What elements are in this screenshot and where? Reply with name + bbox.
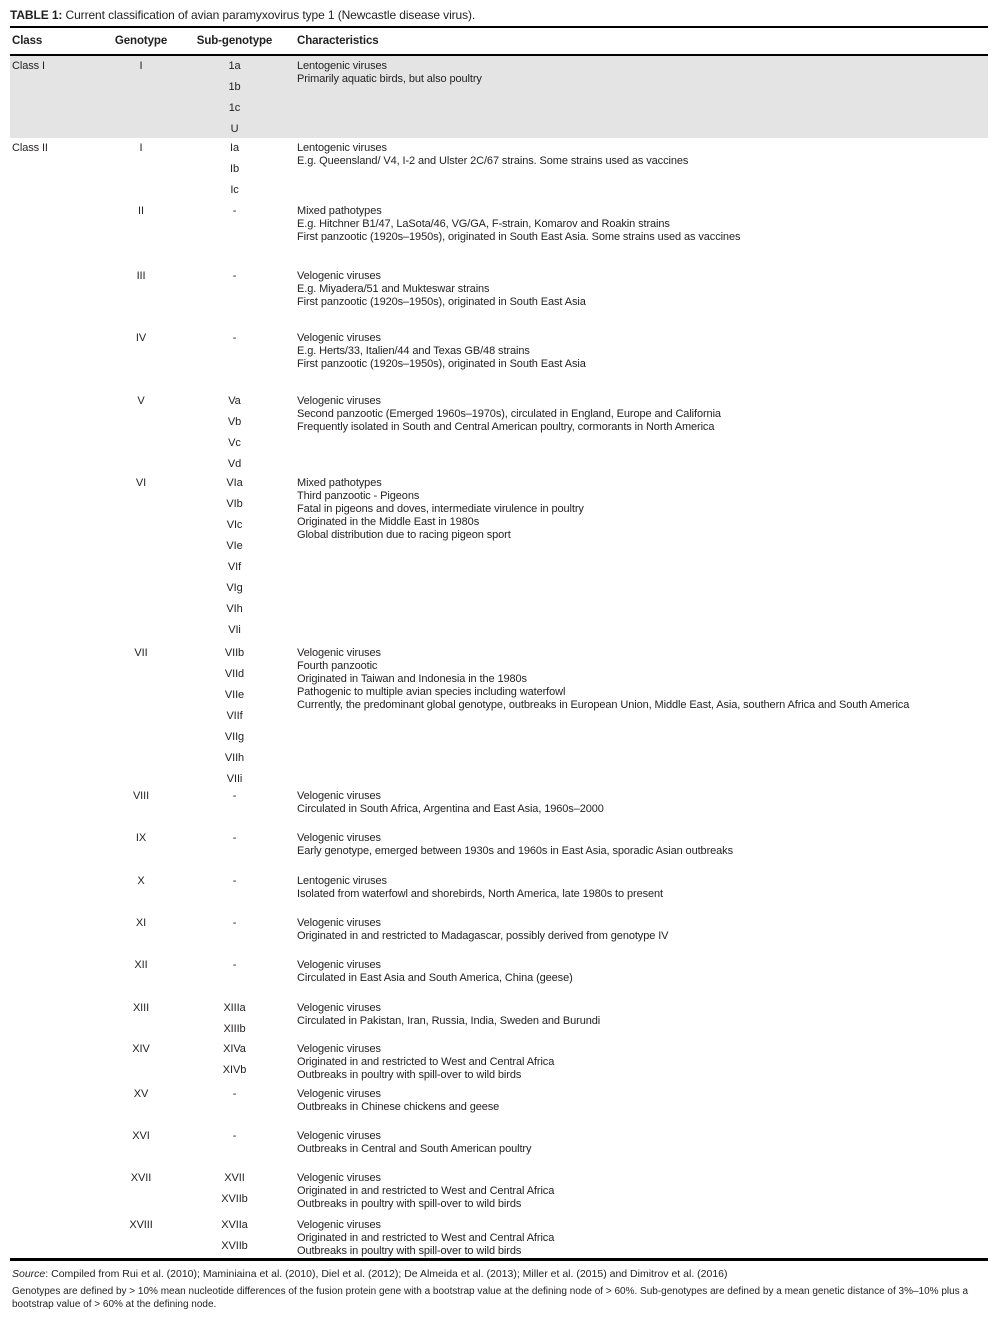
subgenotype-value: XVIIa (221, 1219, 248, 1231)
characteristic-line: Circulated in East Asia and South America, China (geese) (297, 972, 573, 984)
characteristic-line: Velogenic viruses (297, 332, 381, 344)
characteristics-cell (297, 142, 988, 201)
table-footer (10, 1261, 988, 1311)
subgenotype-value: - (232, 832, 237, 844)
characteristics-cell (297, 917, 988, 955)
column-header-subgenotype: Sub-genotype (196, 35, 273, 47)
subgenotype-value: Ia (230, 142, 239, 154)
characteristic-line: Primarily aquatic birds, but also poultry (297, 73, 482, 85)
characteristic-line: Isolated from waterfowl and shorebirds, North America, late 1980s to present (297, 888, 663, 900)
characteristic-line: Velogenic viruses (297, 959, 381, 971)
table-row (10, 1084, 988, 1126)
table-row (10, 391, 988, 473)
column-header-genotype: Genotype (114, 35, 168, 47)
class-cell (10, 1002, 110, 1039)
table-row (10, 201, 988, 266)
characteristics-cell (297, 60, 988, 138)
subgenotype-value: - (232, 917, 237, 929)
table-number-label: TABLE 1: (10, 8, 63, 22)
subgenotype-cell (172, 875, 297, 913)
characteristics-cell (297, 832, 988, 871)
characteristics-cell (297, 205, 988, 266)
subgenotype-value: XIIIa (223, 1002, 246, 1014)
characteristic-line: Velogenic viruses (297, 832, 381, 844)
subgenotype-cell (172, 142, 297, 201)
characteristic-line: Circulated in South Africa, Argentina and East Asia, 1960s–2000 (297, 803, 604, 815)
subgenotype-value: Vd (227, 458, 242, 470)
characteristics-cell (297, 790, 988, 828)
class-cell (10, 270, 110, 328)
subgenotype-value: Va (228, 395, 241, 407)
characteristic-line: Second panzootic (Emerged 1960s–1970s), circulated in England, Europe and California (297, 408, 721, 420)
characteristic-line: E.g. Miyadera/51 and Mukteswar strains (297, 283, 490, 295)
class-cell (10, 1043, 110, 1084)
subgenotype-value: VIh (226, 603, 243, 615)
characteristic-line: E.g. Queensland/ V4, I-2 and Ulster 2C/67 strains. Some strains used as vaccines (297, 155, 689, 167)
genotype-cell: II (138, 205, 144, 217)
characteristic-line: Fatal in pigeons and doves, intermediate virulence in poultry (297, 503, 584, 515)
subgenotype-value: - (232, 332, 237, 344)
table-row (10, 786, 988, 828)
subgenotype-value: - (232, 959, 237, 971)
source-label: Source (12, 1268, 46, 1280)
subgenotype-cell (172, 1002, 297, 1039)
characteristic-line: Global distribution due to racing pigeon sport (297, 529, 511, 541)
subgenotype-value: VIa (226, 477, 243, 489)
genotype-cell: XIII (132, 1002, 150, 1014)
subgenotype-value: XIVa (223, 1043, 246, 1055)
subgenotype-cell (172, 205, 297, 266)
subgenotype-cell (172, 477, 297, 643)
subgenotype-cell (172, 647, 297, 786)
characteristic-line: Velogenic viruses (297, 1043, 381, 1055)
table-row (10, 1039, 988, 1084)
table-row (10, 328, 988, 391)
genotype-cell: XVI (132, 1130, 150, 1142)
subgenotype-value: VIb (226, 498, 243, 510)
subgenotype-cell (172, 790, 297, 828)
characteristic-line: Lentogenic viruses (297, 60, 387, 72)
subgenotype-value: VIIh (224, 752, 245, 764)
characteristics-cell (297, 875, 988, 913)
characteristic-line: Outbreaks in Chinese chickens and geese (297, 1101, 500, 1113)
characteristics-cell (297, 1172, 988, 1215)
characteristic-line: First panzootic (1920s–1950s), originated in South East Asia. Some strains used as vaccines (297, 231, 741, 243)
table-body (10, 56, 988, 1258)
characteristic-line: Frequently isolated in South and Central American poultry, cormorants in North America (297, 421, 715, 433)
characteristic-line: Velogenic viruses (297, 1002, 381, 1014)
genotype-cell: XI (135, 917, 147, 929)
characteristics-cell (297, 1002, 988, 1039)
class-cell (10, 332, 110, 391)
table-row (10, 1126, 988, 1168)
definition-note: Genotypes are defined by > 10% mean nucleotide differences of the fusion protein gene with a bootstrap value at the defining node of > 60%. Sub-genotypes are defined by a mean genetic distance of 3%–10% plus a bootstrap value of > 60% at the defining node. (12, 1286, 969, 1310)
subgenotype-cell (172, 270, 297, 328)
characteristics-cell (297, 1219, 988, 1258)
subgenotype-cell (172, 1172, 297, 1215)
subgenotype-cell (172, 959, 297, 998)
subgenotype-value: VIg (226, 582, 243, 594)
characteristic-line: Velogenic viruses (297, 647, 381, 659)
characteristics-cell (297, 395, 988, 473)
characteristic-line: Pathogenic to multiple avian species including waterfowl (297, 686, 566, 698)
subgenotype-value: - (232, 875, 237, 887)
subgenotype-value: VIId (224, 668, 245, 680)
table-row (10, 138, 988, 201)
table-row (10, 473, 988, 643)
characteristic-line: Velogenic viruses (297, 1130, 381, 1142)
subgenotype-value: Ib (230, 163, 239, 175)
characteristics-cell (297, 959, 988, 998)
characteristic-line: Third panzootic - Pigeons (297, 490, 420, 502)
genotype-cell: X (137, 875, 145, 887)
subgenotype-value: VIi (228, 624, 241, 636)
characteristic-line: Originated in and restricted to West and Central Africa (297, 1185, 555, 1197)
genotype-cell: III (136, 270, 146, 282)
subgenotype-cell (172, 832, 297, 871)
table-row (10, 1215, 988, 1258)
subgenotype-cell (172, 917, 297, 955)
characteristic-line: Velogenic viruses (297, 1219, 381, 1231)
subgenotype-value: VIIe (224, 689, 245, 701)
subgenotype-value: XIIIb (223, 1023, 246, 1035)
subgenotype-cell (172, 332, 297, 391)
table-row (10, 56, 988, 138)
characteristics-cell (297, 477, 988, 643)
class-cell (10, 205, 110, 266)
genotype-cell: I (139, 60, 143, 72)
class-cell: Class I (12, 60, 45, 72)
subgenotype-value: XVIIb (221, 1240, 248, 1252)
table-caption (10, 6, 988, 26)
subgenotype-value: XVII (224, 1172, 245, 1184)
class-cell (10, 790, 110, 828)
subgenotype-value: VIIi (226, 773, 243, 785)
subgenotype-value: U (230, 123, 239, 135)
characteristic-line: Lentogenic viruses (297, 142, 387, 154)
class-cell: Class II (12, 142, 48, 154)
subgenotype-value: 1a (228, 60, 241, 72)
table-caption-text: Current classification of avian paramyxovirus type 1 (Newcastle disease virus). (62, 8, 476, 22)
subgenotype-value: VIf (227, 561, 242, 573)
table-row (10, 828, 988, 871)
characteristic-line: Early genotype, emerged between 1930s and 1960s in East Asia, sporadic Asian outbreaks (297, 845, 733, 857)
subgenotype-value: XVIIb (221, 1193, 248, 1205)
class-cell (10, 959, 110, 998)
subgenotype-value: - (232, 205, 237, 217)
characteristic-line: Fourth panzootic (297, 660, 378, 672)
subgenotype-value: VIIg (224, 731, 245, 743)
genotype-cell: IV (135, 332, 147, 344)
genotype-cell: IX (135, 832, 147, 844)
genotype-cell: XV (133, 1088, 149, 1100)
characteristic-line: Outbreaks in poultry with spill-over to wild birds (297, 1245, 522, 1257)
characteristic-line: Originated in and restricted to Madagascar, possibly derived from genotype IV (297, 930, 669, 942)
subgenotype-cell (172, 60, 297, 138)
subgenotype-value: VIe (226, 540, 243, 552)
characteristic-line: Mixed pathotypes (297, 477, 382, 489)
subgenotype-value: VIc (226, 519, 243, 531)
subgenotype-cell (172, 1043, 297, 1084)
characteristic-line: Velogenic viruses (297, 395, 381, 407)
characteristic-line: Originated in and restricted to West and Central Africa (297, 1232, 555, 1244)
genotype-cell: XIV (132, 1043, 150, 1055)
characteristic-line: Outbreaks in poultry with spill-over to wild birds (297, 1069, 522, 1081)
genotype-cell: VII (134, 647, 148, 659)
characteristic-line: Velogenic viruses (297, 790, 381, 802)
genotype-cell: VI (135, 477, 147, 489)
subgenotype-value: Vb (227, 416, 242, 428)
class-cell (10, 917, 110, 955)
class-cell (10, 395, 110, 473)
table-row (10, 998, 988, 1039)
characteristic-line: Velogenic viruses (297, 917, 381, 929)
class-cell (10, 1172, 110, 1215)
class-cell (10, 477, 110, 643)
class-cell (10, 1088, 110, 1126)
characteristic-line: First panzootic (1920s–1950s), originated in South East Asia (297, 296, 586, 308)
characteristic-line: Currently, the predominant global genotype, outbreaks in European Union, Middle East, Asia, southern Africa and South America (297, 699, 910, 711)
characteristic-line: E.g. Hitchner B1/47, LaSota/46, VG/GA, F-strain, Komarov and Roakin strains (297, 218, 670, 230)
subgenotype-value: 1b (228, 81, 241, 93)
table-row (10, 266, 988, 328)
characteristic-line: Outbreaks in Central and South American poultry (297, 1143, 532, 1155)
column-header-characteristics: Characteristics (297, 35, 379, 47)
table-row (10, 643, 988, 786)
subgenotype-value: 1c (228, 102, 241, 114)
characteristic-line: Originated in Taiwan and Indonesia in the 1980s (297, 673, 527, 685)
subgenotype-cell (172, 395, 297, 473)
subgenotype-value: - (232, 1088, 237, 1100)
subgenotype-value: - (232, 270, 237, 282)
column-header-row (10, 28, 988, 54)
characteristics-cell (297, 647, 988, 786)
characteristic-line: Circulated in Pakistan, Iran, Russia, India, Sweden and Burundi (297, 1015, 601, 1027)
genotype-cell: V (137, 395, 145, 407)
class-cell (10, 1219, 110, 1258)
genotype-cell: XVII (130, 1172, 152, 1184)
characteristics-cell (297, 1130, 988, 1168)
characteristics-cell (297, 1088, 988, 1126)
class-cell (10, 832, 110, 871)
characteristic-line: Originated in and restricted to West and Central Africa (297, 1056, 555, 1068)
source-text: : Compiled from Rui et al. (2010); Maminiaina et al. (2010), Diel et al. (2012); De Almeida et al. (2013); Miller et al. (2015) and Dimitrov et al. (2016) (45, 1268, 728, 1280)
class-cell (10, 1130, 110, 1168)
genotype-cell: I (139, 142, 143, 154)
genotype-cell: XII (134, 959, 148, 971)
table-row (10, 913, 988, 955)
class-cell (10, 647, 110, 786)
characteristics-cell (297, 270, 988, 328)
characteristic-line: First panzootic (1920s–1950s), originated in South East Asia (297, 358, 586, 370)
characteristics-cell (297, 1043, 988, 1084)
subgenotype-cell (172, 1130, 297, 1168)
table-row (10, 871, 988, 913)
subgenotype-value: XIVb (222, 1064, 247, 1076)
genotype-cell: VIII (132, 790, 150, 802)
table-row (10, 1168, 988, 1215)
subgenotype-value: Vc (228, 437, 241, 449)
subgenotype-value: - (232, 790, 237, 802)
subgenotype-value: Ic (230, 184, 239, 196)
subgenotype-value: VIIf (226, 710, 243, 722)
subgenotype-value: - (232, 1130, 237, 1142)
class-cell (10, 875, 110, 913)
characteristic-line: Originated in the Middle East in 1980s (297, 516, 480, 528)
characteristic-line: Outbreaks in poultry with spill-over to wild birds (297, 1198, 522, 1210)
source-note (12, 1267, 988, 1281)
subgenotype-value: VIIb (224, 647, 245, 659)
subgenotype-cell (172, 1088, 297, 1126)
characteristic-line: Velogenic viruses (297, 1088, 381, 1100)
characteristic-line: Velogenic viruses (297, 1172, 381, 1184)
characteristic-line: Velogenic viruses (297, 270, 381, 282)
genotype-cell: XVIII (129, 1219, 153, 1231)
characteristic-line: Mixed pathotypes (297, 205, 382, 217)
column-header-class: Class (12, 35, 43, 47)
characteristics-cell (297, 332, 988, 391)
characteristic-line: Lentogenic viruses (297, 875, 387, 887)
table-row (10, 955, 988, 998)
characteristic-line: E.g. Herts/33, Italien/44 and Texas GB/48 strains (297, 345, 530, 357)
subgenotype-cell (172, 1219, 297, 1258)
